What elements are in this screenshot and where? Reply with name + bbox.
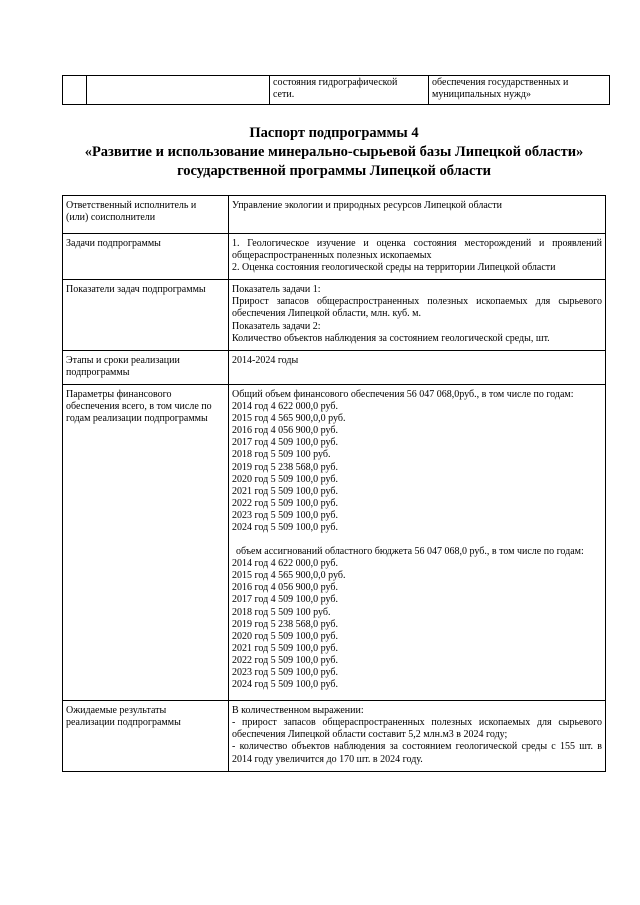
row-label: [63, 350, 229, 384]
table-row-finance: [63, 384, 606, 700]
table-cell-empty: [87, 76, 270, 105]
label-line: Ожидаемые результаты: [66, 705, 167, 717]
table-row-tasks: [63, 234, 606, 280]
label-line: Этапы и сроки реализации: [66, 354, 180, 366]
row-label: [63, 196, 229, 234]
result-item: - прирост запасов общераспространенных полезных ископаемых для сырьевого обеспечения Липецкой области составит 5,2 млн.м3 в 2024 году;: [232, 717, 602, 741]
title-line: государственной программы Липецкой области: [177, 163, 491, 179]
year-amount-line: 2017 год 4 509 100,0 руб.: [232, 437, 338, 449]
finance-years-regional-list: [232, 558, 602, 691]
task-item: 2. Оценка состояния геологической среды на территории Липецкой области: [232, 262, 556, 274]
label-line: Показатели задач подпрограммы: [66, 284, 206, 296]
label-line: годам реализации подпрограммы: [66, 413, 208, 425]
text-line: состояния гидрографической: [273, 77, 398, 88]
table-row-results: [63, 701, 606, 771]
table-cell-empty: [63, 76, 87, 105]
label-line: Ответственный исполнитель и: [66, 200, 197, 211]
passport-table: [62, 195, 606, 772]
row-label: [63, 280, 229, 350]
year-amount-line: 2023 год 5 509 100,0 руб.: [232, 667, 338, 678]
year-amount-line: 2017 год 4 509 100,0 руб.: [232, 594, 338, 606]
year-amount-line: 2018 год 5 509 100 руб.: [232, 606, 331, 618]
year-amount-line: 2020 год 5 509 100,0 руб.: [232, 473, 338, 485]
row-value: [229, 384, 606, 700]
title-line: Паспорт подпрограммы 4: [249, 125, 419, 141]
year-amount-line: 2019 год 5 238 568,0 руб.: [232, 461, 338, 473]
stages-value: 2014-2024 годы: [232, 354, 299, 366]
table-row: [63, 76, 610, 105]
year-amount-line: 2015 год 4 565 900,0,0 руб.: [232, 570, 346, 582]
row-label: [63, 384, 229, 700]
text-line: муниципальных нужд»: [432, 89, 531, 100]
previous-page-table-fragment: [62, 75, 610, 105]
year-amount-line: 2014 год 4 622 000,0 руб.: [232, 401, 338, 413]
year-amount-line: 2022 год 5 509 100,0 руб.: [232, 654, 338, 666]
finance-years-total-list: [232, 401, 602, 534]
label-line: Задачи подпрограммы: [66, 238, 161, 249]
page-title: [62, 124, 606, 181]
year-amount-line: 2020 год 5 509 100,0 руб.: [232, 630, 338, 642]
spacer: [232, 691, 602, 695]
indicator-title: Показатель задачи 1:: [232, 284, 321, 296]
row-value: [229, 350, 606, 384]
year-amount-line: 2021 год 5 509 100,0 руб.: [232, 642, 338, 654]
indicator-text: Количество объектов наблюдения за состоянием геологической среды, шт.: [232, 332, 550, 344]
spacer: [232, 534, 602, 546]
table-row-indicators: [63, 280, 606, 350]
result-item: - количество объектов наблюдения за состоянием геологической среды с 155 шт. в 2014 году увеличится до 170 шт. в 2024 году.: [232, 741, 602, 765]
label-line: реализации подпрограммы: [66, 717, 181, 729]
indicator-text: Прирост запасов общераспространенных полезных ископаемых для сырьевого обеспечения Липецкой области, млн. куб. м.: [232, 296, 602, 320]
label-line: обеспечения всего, в том числе по: [66, 401, 212, 413]
table-row-executor: [63, 196, 606, 234]
table-cell-text: [429, 76, 610, 105]
task-item: 1. Геологическое изучение и оценка состояния месторождений и проявлений общераспространенных полезных ископаемых: [232, 238, 602, 262]
row-value: [229, 196, 606, 234]
year-amount-line: 2015 год 4 565 900,0,0 руб.: [232, 413, 346, 425]
finance-total-text: Общий объем финансового обеспечения 56 047 068,0руб., в том числе по годам:: [232, 388, 574, 400]
year-amount-line: 2023 год 5 509 100,0 руб.: [232, 509, 338, 521]
year-amount-line: 2016 год 4 056 900,0 руб.: [232, 582, 338, 594]
table-cell-text: [270, 76, 429, 105]
results-intro: В количественном выражении:: [232, 705, 364, 717]
row-value: [229, 280, 606, 350]
executor-value: Управление экологии и природных ресурсов Липецкой области: [232, 200, 502, 211]
indicator-title: Показатель задачи 2:: [232, 320, 321, 332]
year-amount-line: 2021 год 5 509 100,0 руб.: [232, 485, 338, 497]
year-amount-line: 2019 год 5 238 568,0 руб.: [232, 618, 338, 630]
row-label: [63, 701, 229, 771]
label-line: (или) соисполнители: [66, 212, 156, 224]
year-amount-line: 2024 год 5 509 100,0 руб.: [232, 679, 338, 691]
row-value: [229, 234, 606, 280]
label-line: подпрограммы: [66, 366, 130, 378]
year-amount-line: 2014 год 4 622 000,0 руб.: [232, 558, 338, 570]
label-line: Параметры финансового: [66, 388, 172, 400]
title-line: «Развитие и использование минерально-сырьевой базы Липецкой области»: [84, 144, 584, 160]
year-amount-line: 2018 год 5 509 100 руб.: [232, 449, 331, 461]
text-line: обеспечения государственных и: [432, 77, 569, 88]
year-amount-line: 2016 год 4 056 900,0 руб.: [232, 425, 338, 437]
table-row-stages: [63, 350, 606, 384]
row-label: [63, 234, 229, 280]
text-line: сети.: [273, 89, 295, 100]
row-value: [229, 701, 606, 771]
finance-regional-text: объем ассигнований областного бюджета 56 047 068,0 руб., в том числе по годам:: [236, 546, 584, 558]
year-amount-line: 2024 год 5 509 100,0 руб.: [232, 521, 338, 533]
year-amount-line: 2022 год 5 509 100,0 руб.: [232, 497, 338, 509]
